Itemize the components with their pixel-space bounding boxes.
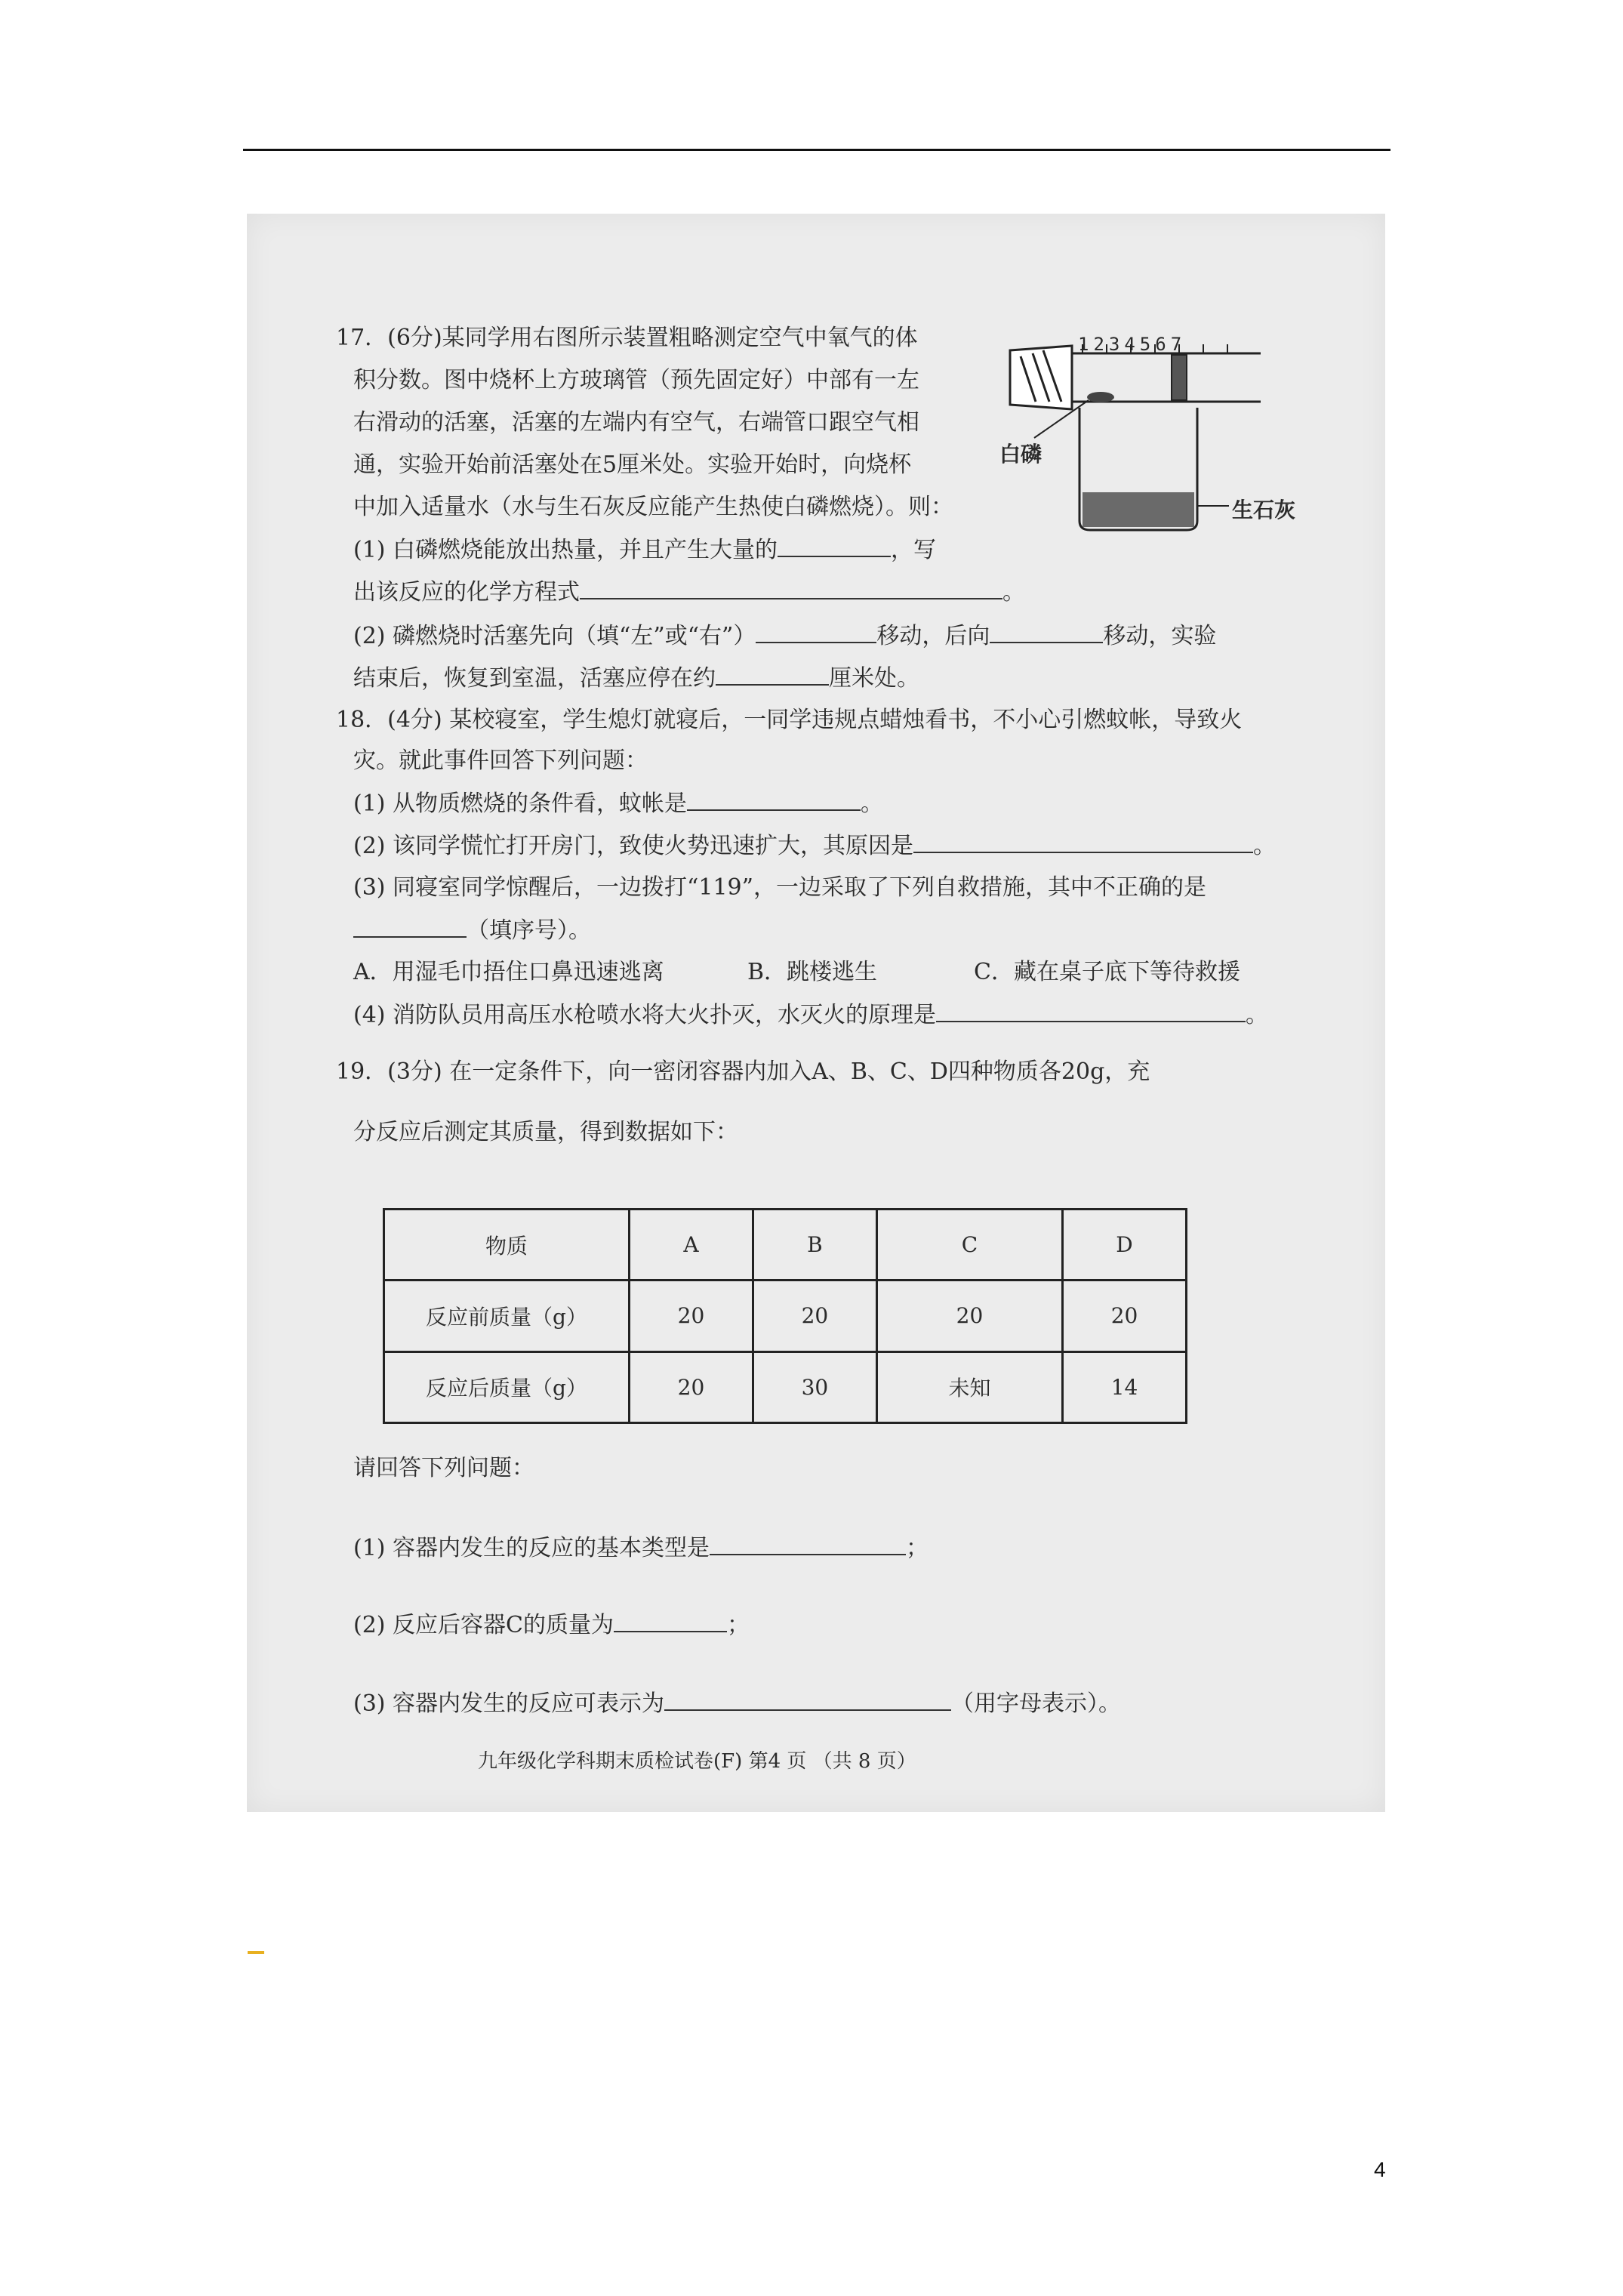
table-header-cell: D [1063,1210,1187,1281]
q19-sub3-text: (3) 容器内发生的反应可表示为 [353,1690,665,1717]
q17-sub2-text-d: 结束后，恢复到室温，活塞应停在约 [353,665,716,692]
q18-line-2: 灾。就此事件回答下列问题： [353,747,648,774]
q18-option-b: B．跳楼逃生 [747,959,878,985]
table-header-row [384,1210,1187,1281]
q17-sub2-blank-1[interactable] [756,621,876,643]
table-row [384,1351,1187,1422]
table-cell: 30 [753,1351,876,1422]
q17-line-3: 右滑动的活塞，活塞的左端内有空气，右端管口跟空气相 [353,409,919,436]
q17-sub2-text-e: 厘米处。 [829,665,919,692]
q19-sub2-line [353,1610,750,1641]
q18-sub4-blank[interactable] [936,1000,1246,1022]
q17-equation-blank[interactable] [580,577,1002,599]
q18-sub4-text: (4) 消防队员用高压水枪喷水将大火扑灭，水灭火的原理是 [353,1002,937,1028]
q17-line-5: 中加入适量水（水与生石灰反应能产生热使白磷燃烧）。则： [353,494,953,520]
page-footer: 九年级化学科期末质检试卷(F) 第4 页 （共 8 页） [478,1750,916,1773]
table-cell: 未知 [876,1351,1062,1422]
q19-sub2-blank[interactable] [614,1610,727,1632]
q18-sub4-line [353,1000,1268,1031]
q17-sub2-text-c: 移动，实验 [1103,623,1217,649]
q17-line-1: 17．(6分)某同学用右图所示装置粗略测定空气中氧气的体 [336,325,918,351]
q18-sub1-end: 。 [861,791,884,817]
q17-sub1-text-d: 。 [1002,579,1025,606]
q19-sub1-blank[interactable] [710,1533,906,1555]
q17-sub2-blank-2[interactable] [990,621,1103,643]
q19-sub1-end: ； [906,1535,929,1561]
q19-sub3-blank[interactable] [664,1688,951,1711]
q18-sub1-line [353,788,883,819]
q18-sub2-end: 。 [1253,833,1277,859]
table-cell: 20 [630,1281,753,1351]
q19-sub3-end: （用字母表示）。 [951,1690,1122,1717]
q18-sub3-line-2 [353,915,591,946]
q19-line-1: 19．(3分) 在一定条件下，向一密闭容器内加入A、B、C、D四种物质各20g，充 [336,1059,1150,1085]
q19-sub2-end: ； [727,1612,750,1638]
q17-sub2-line [353,621,1216,652]
table-cell: 20 [876,1281,1062,1351]
q18-sub1-blank[interactable] [687,788,861,811]
table-header-cell: B [753,1210,876,1281]
q18-sub1-text: (1) 从物质燃烧的条件看，蚊帐是 [353,791,688,817]
q17-line-2: 积分数。图中烧杯上方玻璃管（预先固定好）中部有一左 [353,367,919,393]
table-header-cell: A [630,1210,753,1281]
table-cell: 反应后质量（g） [384,1351,630,1422]
q18-option-c: C．藏在桌子底下等待救援 [974,959,1240,985]
q17-sub2-text-b: 移动，后向 [876,623,990,649]
q18-option-a: A．用湿毛巾捂住口鼻迅速逃离 [353,959,664,985]
q18-sub3-end: （填序号）。 [467,917,591,944]
table-cell: 20 [753,1281,876,1351]
table-header-cell: C [876,1210,1062,1281]
q19-line-2: 分反应后测定其质量，得到数据如下： [353,1119,738,1145]
q18-sub2-blank[interactable] [913,831,1253,853]
q19-data-table [383,1208,1187,1424]
label-quicklime: 生石灰 [1232,498,1296,522]
q19-sub1-text: (1) 容器内发生的反应的基本类型是 [353,1535,710,1561]
q18-sub4-end: 。 [1246,1002,1269,1028]
table-row [384,1281,1187,1351]
table-cell: 20 [1063,1281,1187,1351]
q19-sub1-line [353,1533,929,1564]
q17-sub1-text-a: (1) 白磷燃烧能放出热量，并且产生大量的 [353,537,778,563]
label-white-phosphorus: 白磷 [999,442,1042,467]
q17-sub1-text-c: 出该反应的化学方程式 [353,579,580,606]
q17-line-4: 通，实验开始前活塞处在5厘米处。实验开始时，向烧杯 [353,451,912,478]
q17-sub1-blank-1[interactable] [778,535,891,557]
table-cell: 20 [630,1351,753,1422]
table-cell: 反应前质量（g） [384,1281,630,1351]
q19-sub2-text: (2) 反应后容器C的质量为 [353,1612,614,1638]
page-number: 4 [1374,2158,1386,2181]
q17-sub2-text-a: (2) 磷燃烧时活塞先向（填“左”或“右”） [353,623,756,649]
q19-sub3-line [353,1688,1121,1719]
table-cell: 14 [1063,1351,1187,1422]
q17-apparatus-figure [989,317,1313,559]
q19-prompt: 请回答下列问题： [353,1455,534,1481]
q18-sub3-line: (3) 同寝室同学惊醒后，一边拨打“119”，一边采取了下列自救措施，其中不正确的是 [353,874,1206,901]
table-header-cell: 物质 [384,1210,630,1281]
ruler-scale: 1234567 [1078,334,1187,355]
header-rule [243,149,1390,151]
q18-sub2-line [353,831,1276,861]
q17-sub1-line [353,535,936,566]
q18-sub2-text: (2) 该同学慌忙打开房门，致使火势迅速扩大，其原因是 [353,833,914,859]
q17-sub1-text-b: ，写 [891,537,937,563]
q17-sub2-blank-3[interactable] [716,663,829,686]
q17-sub1-line-2 [353,577,1025,608]
q17-sub2-line-2 [353,663,919,694]
q18-line-1: 18．(4分) 某校寝室，学生熄灯就寝后，一同学违规点蜡烛看书，不小心引燃蚊帐，导致火 [336,707,1243,733]
q18-sub3-blank[interactable] [353,915,467,938]
scan-mark [248,1951,264,1954]
